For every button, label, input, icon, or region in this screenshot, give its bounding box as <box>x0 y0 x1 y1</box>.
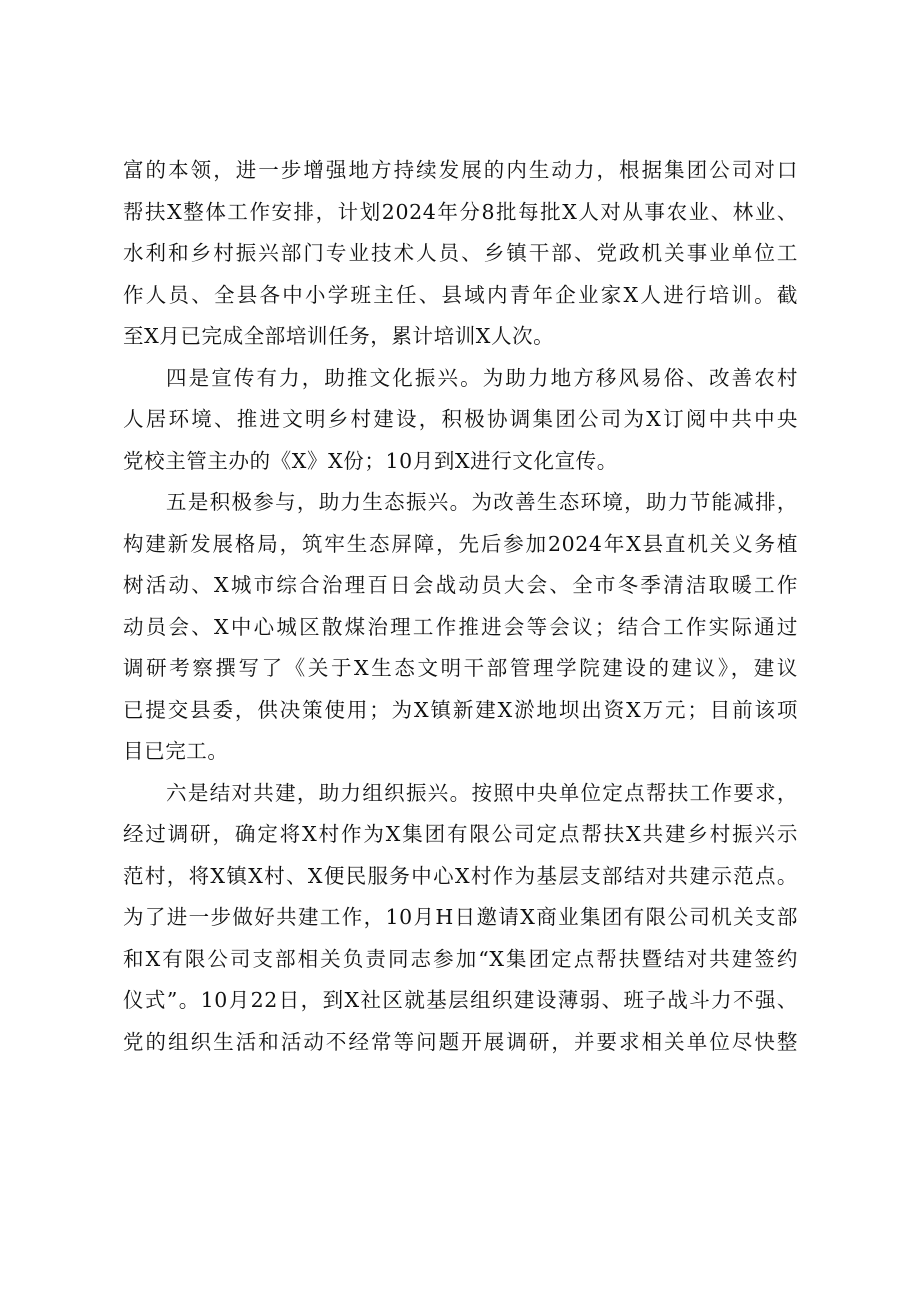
paragraph-line: 已提交县委，供决策使用；为X镇新建X淤地坝出资X万元；目前该项 <box>123 697 798 722</box>
paragraph-line: 党的组织生活和活动不经常等问题开展调研，并要求相关单位尽快整 <box>123 1029 798 1054</box>
paragraph-line: 水利和乡村振兴部门专业技术人员、乡镇干部、党政机关事业单位工 <box>123 241 798 265</box>
paragraph-heading-line: 四是宣传有力，助推文化振兴。为助力地方移风易俗、改善农村 <box>166 365 798 390</box>
paragraph-line: 党校主管主办的《X》X份；10月到X进行文化宣传。 <box>123 448 618 473</box>
paragraph-line: 为了进一步做好共建工作，10月H日邀请X商业集团有限公司机关支部 <box>123 905 798 929</box>
paragraph-line: 构建新发展格局，筑牢生态屏障，先后参加2024年X县直机关义务植 <box>123 531 798 556</box>
paragraph-line: 动员会、X中心城区散煤治理工作推进会等会议；结合工作实际通过 <box>123 614 798 639</box>
document-body <box>123 150 798 1063</box>
paragraph-line: 作人员、全县各中小学班主任、县域内青年企业家X人进行培训。截 <box>123 282 798 307</box>
paragraph-line: 调研考察撰写了《关于X生态文明干部管理学院建设的建议》，建议 <box>123 656 798 680</box>
paragraph-line: 范村，将X镇X村、X便民服务中心X村作为基层支部结对共建示范点。 <box>123 863 798 888</box>
paragraph-line: 经过调研，确定将X村作为X集团有限公司定点帮扶X共建乡村振兴示 <box>123 822 798 846</box>
paragraph-heading-line: 六是结对共建，助力组织振兴。按照中央单位定点帮扶工作要求， <box>166 780 798 805</box>
paragraph-heading-line: 五是积极参与，助力生态振兴。为改善生态环境，助力节能减排， <box>166 490 798 514</box>
paragraph-line: 人居环境、推进文明乡村建设，积极协调集团公司为X订阅中共中央 <box>123 407 798 431</box>
paragraph-line: 和X有限公司支部相关负责同志参加“X集团定点帮扶暨结对共建签约 <box>123 946 798 971</box>
paragraph-line: 目已完工。 <box>123 739 229 763</box>
paragraph-line: 树活动、X城市综合治理百日会战动员大会、全市冬季清洁取暖工作 <box>123 573 798 597</box>
paragraph-line: 帮扶X整体工作安排，计划2024年分8批每批X人对从事农业、林业、 <box>123 199 798 224</box>
paragraph-line: 富的本领，进一步增强地方持续发展的内生动力，根据集团公司对口 <box>123 158 798 182</box>
paragraph-line: 仪式”。10月22日，到X社区就基层组织建设薄弱、班子战斗力不强、 <box>123 988 798 1012</box>
paragraph-line: 至X月已完成全部培训任务，累计培训X人次。 <box>123 324 555 348</box>
